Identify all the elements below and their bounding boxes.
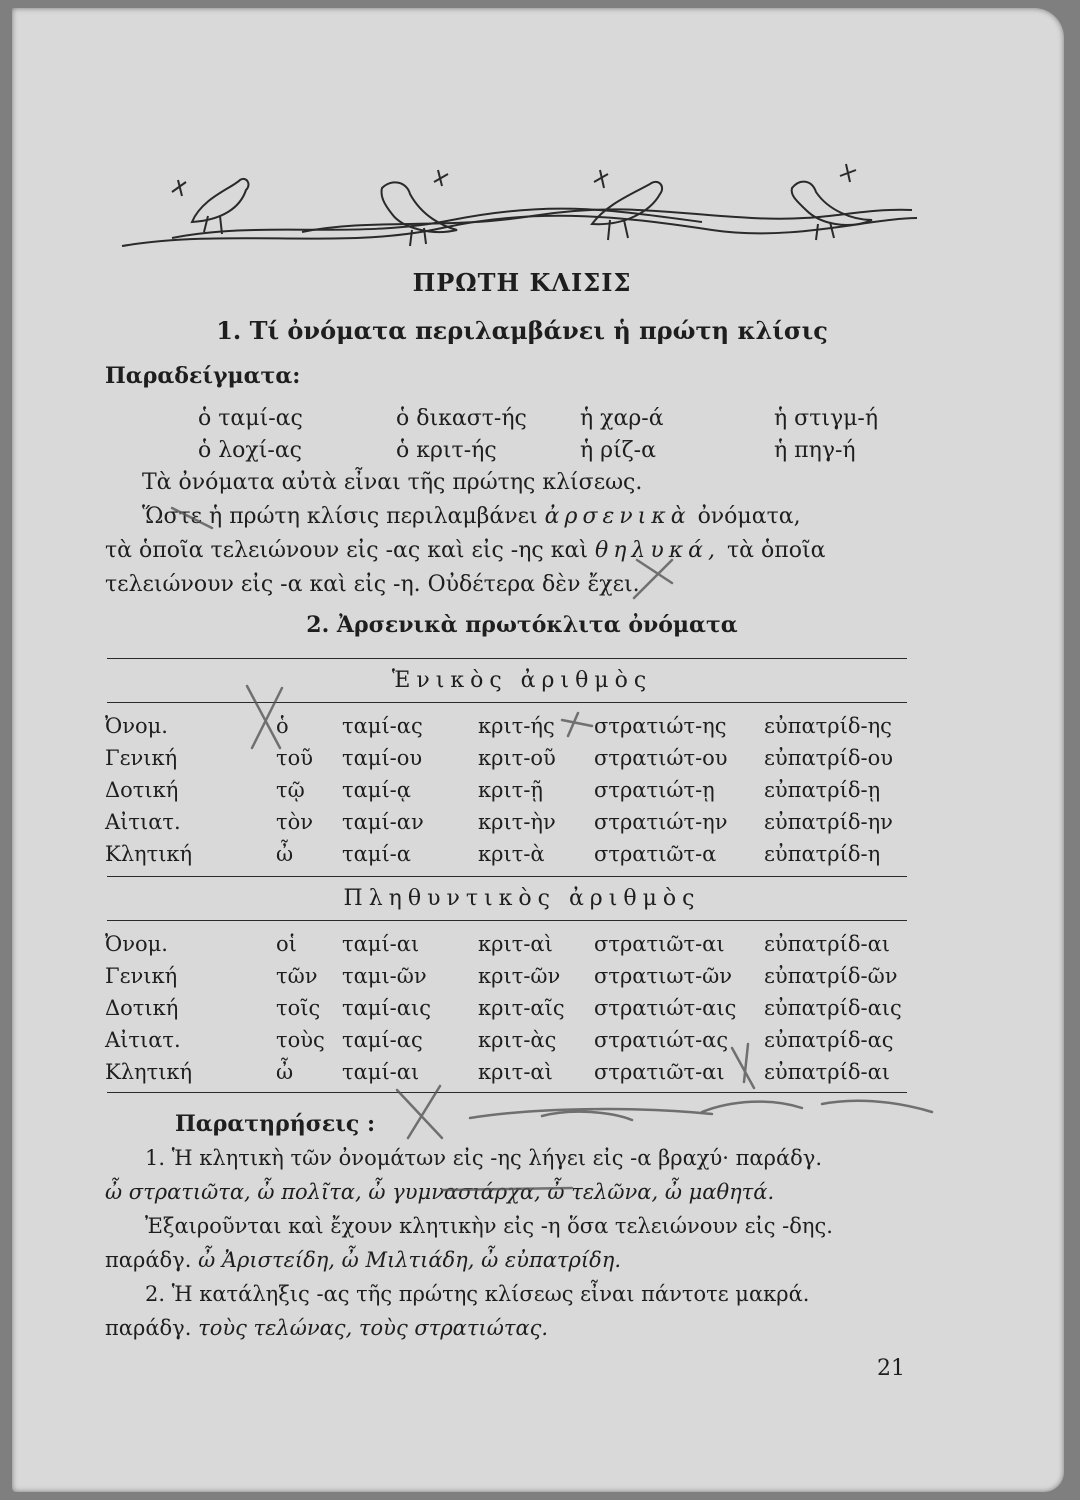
table-cell: ταμί-αις [342,996,431,1020]
table-cell: εὐπατρίδ-ῃ [764,778,881,802]
article: τοὺς [276,1028,325,1052]
article: οἱ [276,932,297,956]
table-cell: κριτ-οῦ [478,746,556,770]
paragraph-text: τὰ ὁποῖα τελειώνουν εἰς -ας καὶ εἰς -ης καὶ [105,538,588,563]
article: τὸν [276,810,314,834]
table-cell: στρατιῶτ-αι [594,932,725,956]
table-rule [107,702,907,703]
table-cell: ταμί-αν [342,810,424,834]
note-line: 1. Ἡ κλητικὴ τῶν ὀνομάτων εἰς -ης λήγει εἰς -α βραχύ· παράδγ. [145,1146,823,1170]
table-cell: ταμί-αι [342,932,420,956]
example-word: ἡ πηγ-ή [774,438,856,463]
table-cell: στρατιώτ-ου [594,746,728,770]
example-word: ἡ χαρ-ά [580,406,664,431]
section-1-heading: 1. Τί ὀνόματα περιλαμβάνει ἡ πρώτη κλίσις [216,316,828,345]
table-cell: στρατιωτ-ῶν [594,964,733,988]
table-cell: στρατιώτ-ην [594,810,728,834]
note-line: 2. Ἡ κατάληξις -ας τῆς πρώτης κλίσεως εἶναι πάντοτε μακρά. [145,1282,810,1306]
table-cell: κριτ-αῖς [478,996,565,1020]
table-cell: ταμί-ας [342,714,423,738]
table-cell: εὐπατρίδ-ην [764,810,893,834]
article: τῷ [276,778,305,802]
example-word: ὁ δικαστ-ής [396,406,527,431]
page-number: 21 [877,1356,905,1381]
article: τοῖς [276,996,321,1020]
table-cell: ταμι-ῶν [342,964,427,988]
table-cell: στρατιῶτ-α [594,842,717,866]
example-word: ὁ λοχί-ας [198,438,302,463]
table-cell: κριτ-ής [478,714,555,738]
table-cell: ταμί-αι [342,1060,420,1084]
note-example: τοὺς τελώνας, τοὺς στρατιώτας. [198,1316,549,1340]
article: τοῦ [276,746,314,770]
page-title: ΠΡΩΤΗ ΚΛΙΣΙΣ [412,268,632,297]
note-text: παράδγ. [105,1248,192,1272]
singular-label: Ἑνικὸς ἀριθμὸς [391,668,653,693]
table-cell: εὐπατρίδ-αις [764,996,902,1020]
example-word: ἡ στιγμ-ή [774,406,879,431]
table-cell: ταμί-ᾳ [342,778,411,802]
paragraph-line [105,538,825,563]
table-rule [107,876,907,877]
table-rule [107,1092,907,1093]
table-rule [107,658,907,659]
note-line: Ἐξαιροῦνται καὶ ἔχουν κλητικὴν εἰς -η ὅσα τελειώνουν εἰς -δης. [145,1214,833,1238]
emphasis-text: θηλυκά, [594,538,720,563]
section-2-heading: 2. Ἀρσενικὰ πρωτόκλιτα ὀνόματα [306,612,738,638]
bird-ornament-illustration [112,158,922,258]
case-label: Αἰτιατ. [105,810,181,834]
table-rule [107,920,907,921]
example-word: ὁ κριτ-ής [396,438,497,463]
table-cell: εὐπατρίδ-ης [764,714,892,738]
table-cell: ταμί-ας [342,1028,423,1052]
book-page [12,8,1064,1492]
examples-label: Παραδείγματα: [105,363,301,389]
example-word: ὁ ταμί-ας [198,406,303,431]
paragraph-text: τὰ ὁποῖα [726,538,826,563]
plural-label: Πληθυντικὸς ἀριθμὸς [343,886,701,911]
paragraph-line: τελειώνουν εἰς -α καὶ εἰς -η. Οὐδέτερα δὲν ἔχει. [105,572,640,597]
table-cell: στρατιῶτ-αι [594,1060,725,1084]
table-cell: εὐπατρίδ-ῶν [764,964,898,988]
case-label: Δοτική [105,778,179,802]
example-word: ἡ ρίζ-α [580,438,656,463]
note-example: ὦ Ἀριστείδη, ὦ Μιλτιάδη, ὦ εὐπατρίδη. [198,1248,622,1272]
case-label: Γενική [105,746,178,770]
note-line [105,1316,548,1340]
article: ὦ [276,1060,294,1084]
table-cell: στρατιώτ-ῃ [594,778,715,802]
paragraph-line: Τὰ ὀνόματα αὐτὰ εἶναι τῆς πρώτης κλίσεως. [142,470,643,495]
table-cell: εὐπατρίδ-αι [764,932,890,956]
table-cell: κριτ-ὴν [478,810,556,834]
paragraph-line [142,504,801,529]
table-cell: εὐπατρίδ-ας [764,1028,894,1052]
case-label: Αἰτιατ. [105,1028,181,1052]
note-line [105,1248,621,1272]
table-cell: εὐπατρίδ-αι [764,1060,890,1084]
emphasis-text: ἀρσενικὰ [544,504,691,529]
article: ὁ [276,714,289,738]
table-cell: κριτ-ὰ [478,842,545,866]
article: τῶν [276,964,318,988]
table-cell: κριτ-ῶν [478,964,561,988]
table-cell: εὐπατρίδ-ου [764,746,893,770]
table-cell: στρατιώτ-ας [594,1028,729,1052]
paragraph-text: ὀνόματα, [697,504,801,529]
case-label: Ὀνομ. [105,932,168,956]
table-cell: στρατιώτ-ης [594,714,727,738]
case-label: Κλητική [105,1060,193,1084]
table-cell: εὐπατρίδ-η [764,842,881,866]
table-cell: κριτ-ῇ [478,778,543,802]
case-label: Γενική [105,964,178,988]
notes-title: Παρατηρήσεις : [175,1111,376,1137]
case-label: Δοτική [105,996,179,1020]
case-label: Ὀνομ. [105,714,168,738]
table-cell: ταμί-α [342,842,411,866]
note-text: παράδγ. [105,1316,192,1340]
case-label: Κλητική [105,842,193,866]
article: ὦ [276,842,294,866]
note-line: ὦ στρατιῶτα, ὦ πολῖτα, ὦ γυμνασιάρχα, ὦ τελῶνα, ὦ μαθητά. [105,1180,775,1204]
table-cell: κριτ-αὶ [478,932,553,956]
table-cell: ταμί-ου [342,746,423,770]
paragraph-text: Ὥστε ἡ πρώτη κλίσις περιλαμβάνει [142,504,538,529]
table-cell: στρατιώτ-αις [594,996,737,1020]
table-cell: κριτ-αὶ [478,1060,553,1084]
table-cell: κριτ-ὰς [478,1028,557,1052]
